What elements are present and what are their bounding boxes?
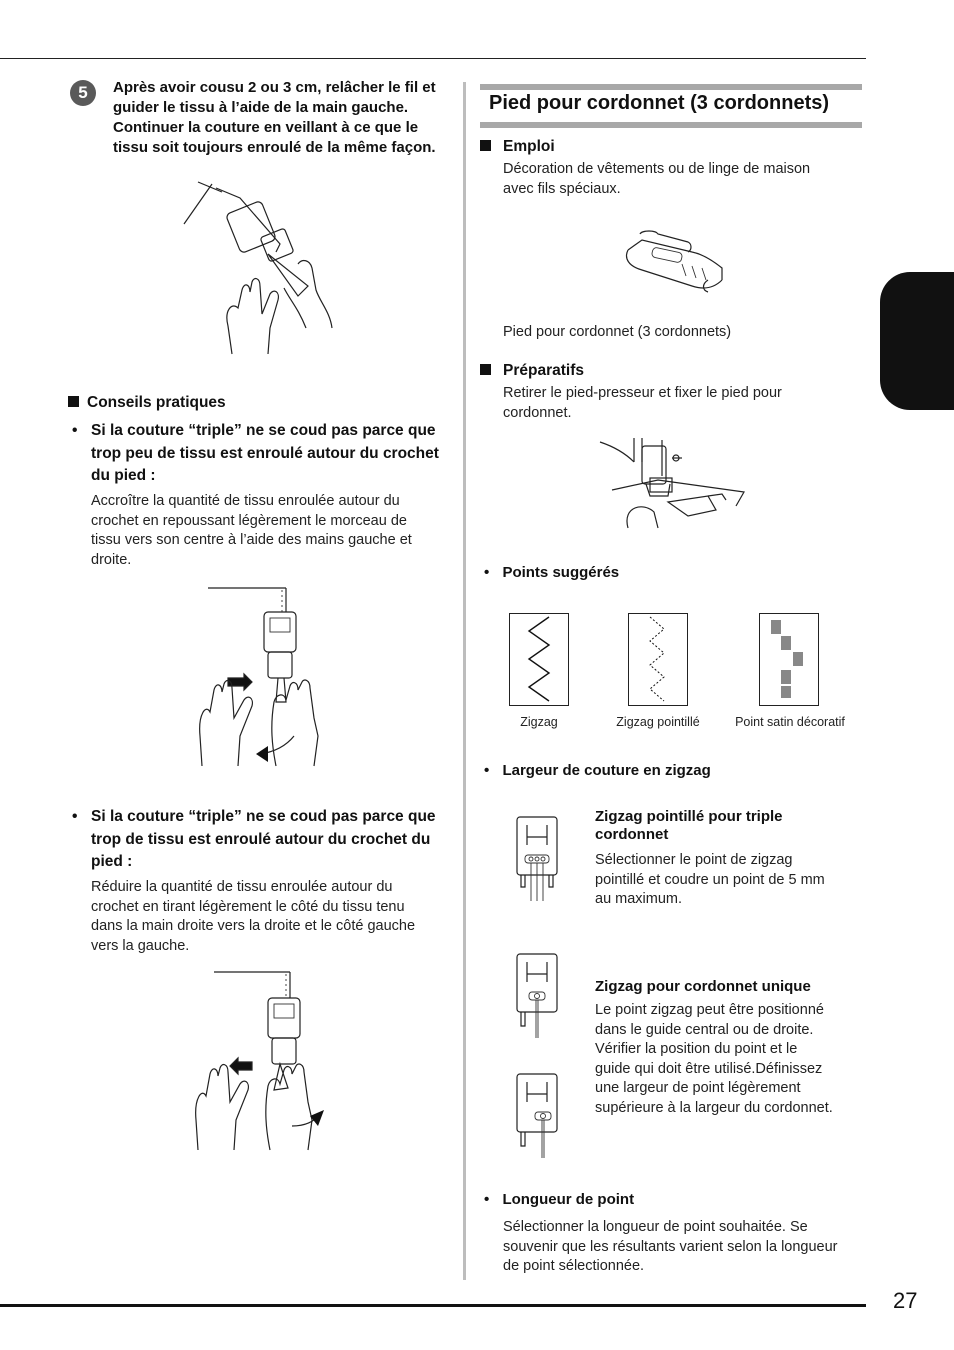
- tip-line: Si la couture “triple” ne se coud pas parce que: [91, 808, 436, 825]
- step-line: guider le tissu à l’aide de la main gauche.: [113, 99, 409, 116]
- length-line: Sélectionner la longueur de point souhaitée. Se: [503, 1219, 808, 1235]
- prep-line: Retirer le pied-presseur et fixer le pied pour: [503, 385, 782, 401]
- tip-body-line: droite.: [91, 551, 132, 568]
- use-line: Décoration de vêtements ou de linge de maison: [503, 161, 811, 177]
- bullet-icon: •: [484, 762, 490, 779]
- width2-line: guide qui doit être utilisé.Définissez: [595, 1060, 823, 1077]
- tip-line: Si la couture “triple” ne se coud pas parce que: [91, 422, 436, 439]
- bullet-icon: •: [72, 422, 78, 439]
- width2-line: Vérifier la position du point et le: [595, 1041, 798, 1057]
- use-heading: [480, 137, 555, 157]
- tip-body-line: Réduire la quantité de tissu enroulée autour du: [91, 879, 393, 895]
- width1-title-line: cordonnet: [595, 826, 669, 843]
- bullet-icon: •: [484, 1191, 490, 1208]
- tip-body-line: crochet en repoussant légèrement le morceau de: [91, 512, 407, 529]
- tip-1-body: [91, 492, 456, 570]
- stitch-label-satin: Point satin décoratif: [735, 715, 845, 729]
- square-bullet-icon: [480, 140, 491, 151]
- foot-installation-illustration: [598, 436, 748, 530]
- zigzag-stitch-icon: [509, 613, 569, 707]
- section-title: Pied pour cordonnet (3 cordonnets): [489, 92, 830, 114]
- prep-line: cordonnet.: [503, 404, 572, 421]
- tip-line: trop de tissu est enroulé autour du crochet du: [91, 830, 431, 848]
- use-heading-text: Emploi: [503, 138, 555, 155]
- length-description: [503, 1218, 865, 1277]
- width1-line: Sélectionner le point de zigzag: [595, 852, 793, 868]
- step-line: tissu soit toujours enroulé de la même façon.: [113, 139, 436, 156]
- decorative-satin-stitch-icon: [759, 613, 819, 707]
- prep-heading: [480, 361, 584, 381]
- width1-title: [595, 808, 783, 844]
- tip-body-line: tissu vers son centre à l’aide des mains gauche et: [91, 532, 412, 548]
- dotted-zigzag-stitch-icon: [628, 613, 688, 707]
- tip-body-line: crochet en tirant légèrement le côté du tissu tenu: [91, 898, 405, 915]
- width1-description: [595, 851, 860, 910]
- step-5-instructions: [113, 78, 458, 158]
- step-number-badge: 5: [70, 80, 96, 106]
- bullet-icon: •: [72, 808, 78, 825]
- square-bullet-icon: [480, 364, 491, 375]
- width-heading: [484, 761, 711, 781]
- tip-1-condition: [72, 420, 457, 488]
- single-cord-center-foot-icon: [515, 952, 559, 1040]
- tip-line: du pied :: [91, 467, 156, 484]
- suggested-stitches-heading: [484, 563, 619, 583]
- width2-line: dans le guide central ou de droite.: [595, 1021, 814, 1038]
- step-line: Après avoir cousu 2 ou 3 cm, relâcher le fil et: [113, 79, 436, 96]
- header-top-bar: [480, 84, 862, 90]
- prep-description: [503, 384, 863, 423]
- page-number: 27: [893, 1288, 918, 1313]
- width1-line: pointillé et coudre un point de 5 mm: [595, 871, 825, 888]
- tips-heading: [68, 393, 226, 413]
- header-bottom-bar: [480, 122, 862, 128]
- section-header: [480, 84, 862, 128]
- length-heading: [484, 1190, 634, 1210]
- width2-description: [595, 1001, 860, 1118]
- chapter-side-tab: [880, 272, 954, 410]
- cording-foot-icon: [622, 228, 727, 294]
- tip-2-body: [91, 878, 456, 956]
- triple-cord-foot-icon: [515, 815, 559, 903]
- tip-body-line: vers la gauche.: [91, 937, 190, 954]
- tip-body-line: Accroître la quantité de tissu enroulée autour du: [91, 493, 400, 509]
- pull-fabric-illustration: [192, 970, 332, 1156]
- column-divider: [463, 82, 466, 1280]
- width-heading-text: Largeur de couture en zigzag: [502, 762, 711, 779]
- length-line: souvenir que les résultants varient selon la longueur: [503, 1238, 838, 1255]
- length-heading-text: Longueur de point: [502, 1191, 635, 1208]
- width1-line: au maximum.: [595, 891, 683, 907]
- tips-heading-text: Conseils pratiques: [87, 394, 226, 411]
- square-bullet-icon: [68, 396, 79, 407]
- length-line: de point sélectionnée.: [503, 1258, 645, 1274]
- push-fabric-illustration: [196, 586, 326, 772]
- use-line: avec fils spéciaux.: [503, 180, 621, 197]
- tip-2-condition: [72, 806, 457, 874]
- use-description: [503, 160, 863, 199]
- tip-line: pied :: [91, 853, 133, 870]
- single-cord-right-foot-icon: [515, 1072, 559, 1160]
- width2-line: Le point zigzag peut être positionné: [595, 1002, 824, 1018]
- bottom-rule: [0, 1304, 866, 1307]
- width2-line: supérieure à la largeur du cordonnet.: [595, 1099, 833, 1116]
- width2-title: Zigzag pour cordonnet unique: [595, 978, 811, 995]
- tip-body-line: dans la main droite vers la droite et le côté gauche: [91, 918, 416, 934]
- step-line: Continuer la couture en veillant à ce que le: [113, 119, 419, 136]
- top-rule: [0, 58, 866, 59]
- stitch-label-zigzag: Zigzag: [520, 715, 558, 729]
- foot-caption: Pied pour cordonnet (3 cordonnets): [503, 324, 732, 340]
- bullet-icon: •: [484, 564, 490, 581]
- prep-heading-text: Préparatifs: [503, 362, 584, 379]
- stitch-label-dotted-zigzag: Zigzag pointillé: [616, 715, 700, 729]
- width2-line: une largeur de point légèrement: [595, 1080, 801, 1096]
- width1-title-line: Zigzag pointillé pour triple: [595, 808, 783, 825]
- suggested-heading-text: Points suggérés: [502, 564, 620, 581]
- tip-line: trop peu de tissu est enroulé autour du crochet: [91, 444, 439, 462]
- guiding-fabric-illustration: [180, 178, 340, 358]
